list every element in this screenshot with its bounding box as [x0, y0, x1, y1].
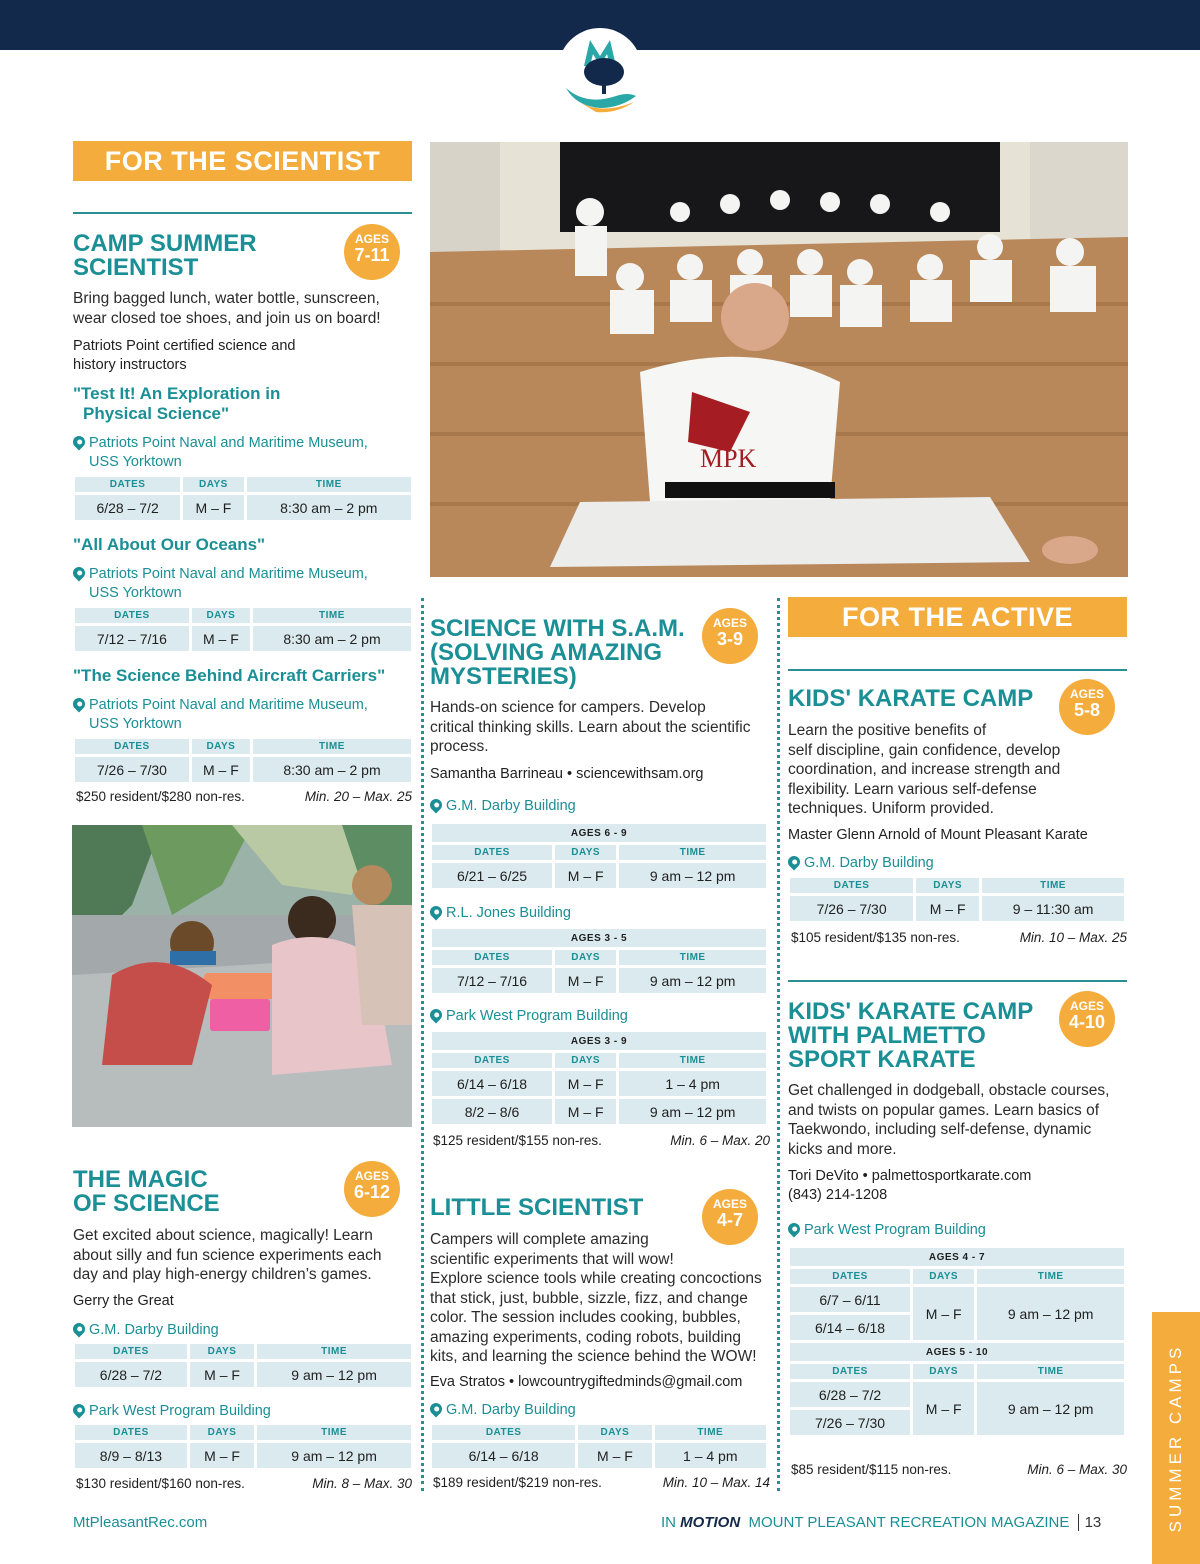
- schedule-table: DATES DAYS TIME 6/28 – 7/2 M – F 9 am – 12 pm: [72, 1341, 414, 1390]
- schedule-table: AGES 4 - 7 DATES DAYS TIME 6/7 – 6/11 M – F 9 am – 12 pm 6/14 – 6/18 AGES 5 - 10 DATES DAYS TIME 6/28 – 7/2 M – F 9 am – 12 pm 7/26 – 7/30: [787, 1245, 1127, 1438]
- kids-science-photo: [72, 825, 412, 1127]
- enrollment-limits: Min. 6 – Max. 20: [670, 1133, 770, 1148]
- price: $250 resident/$280 non-res.: [76, 789, 245, 804]
- sam-title: SCIENCE WITH S.A.M. (SOLVING AMAZING MYSTERIES): [430, 615, 685, 690]
- enrollment-limits: Min. 8 – Max. 30: [312, 1476, 412, 1491]
- location-pin-icon: [71, 1402, 88, 1419]
- banner-for-the-scientist: FOR THE SCIENTIST: [73, 141, 412, 181]
- enrollment-limits: Min. 20 – Max. 25: [304, 789, 412, 804]
- location-pin-icon: [71, 1321, 88, 1338]
- location: Park West Program Building: [788, 1221, 986, 1240]
- enrollment-limits: Min. 10 – Max. 14: [662, 1475, 770, 1490]
- session-title: "The Science Behind Aircraft Carriers": [73, 666, 386, 685]
- sam-description: Hands-on science for campers. Develop critical thinking skills. Learn about the scientific process.: [430, 699, 751, 755]
- ages-badge: AGES 7-11: [344, 224, 400, 280]
- schedule-table: AGES 6 - 9 DATES DAYS TIME 6/21 – 6/25 M – F 9 am – 12 pm: [429, 821, 769, 891]
- location-pin-icon: [428, 1007, 445, 1024]
- little-scientist-instructor: Eva Stratos • lowcountrygiftedminds@gmail.com: [430, 1374, 743, 1390]
- footer-website-link[interactable]: MtPleasantRec.com: [73, 1514, 208, 1531]
- magic-instructor: Gerry the Great: [73, 1293, 174, 1309]
- location-pin-icon: [786, 1221, 803, 1238]
- enrollment-limits: Min. 10 – Max. 25: [1019, 930, 1127, 945]
- palmetto-instructor: Tori DeVito • palmettosportkarate.com (843) 214-1208: [788, 1168, 1032, 1203]
- ages-badge: AGES 4-7: [702, 1189, 758, 1245]
- schedule-table: DATES DAYS TIME 7/26 – 7/30 M – F 9 – 11:30 am: [787, 875, 1127, 924]
- location-pin-icon: [71, 434, 88, 451]
- little-scientist-description: Campers will complete amazing scientific experiments that will wow! Explore science tools while creating concoctions that stick, just, bubble, sizzle, fizz, and change color. The session includes cooking, bubbles, amazing experiments, coding robots, building kits, and learning the science behind the WOW!: [430, 1231, 762, 1365]
- ages-badge: AGES 4-10: [1059, 991, 1115, 1047]
- price: $85 resident/$115 non-res.: [791, 1462, 952, 1477]
- camp-summer-title: CAMP SUMMER SCIENTIST: [73, 230, 257, 281]
- location: G.M. Darby Building: [430, 1401, 576, 1420]
- price: $125 resident/$155 non-res.: [433, 1133, 602, 1148]
- photo-gi-text: MPK: [700, 444, 757, 473]
- price: $189 resident/$219 non-res.: [433, 1475, 602, 1490]
- location: Patriots Point Naval and Maritime Museum, USS Yorktown: [73, 434, 368, 472]
- schedule-table: DATES DAYS TIME 8/9 – 8/13 M – F 9 am – 12 pm: [72, 1422, 414, 1471]
- session-title: "All About Our Oceans": [73, 535, 266, 554]
- ages-badge: AGES 6-12: [344, 1161, 400, 1217]
- column-divider: [421, 598, 424, 1491]
- schedule-table: DATES DAYS TIME 6/14 – 6/18 M – F 1 – 4 pm: [429, 1422, 769, 1471]
- location-pin-icon: [71, 696, 88, 713]
- location: G.M. Darby Building: [430, 797, 576, 816]
- schedule-table: DATES DAYS TIME 7/26 – 7/30 M – F 8:30 am – 2 pm: [72, 736, 414, 785]
- session-title: "Test It! An Exploration in Physical Science": [73, 384, 281, 423]
- footer-magazine: IN MOTION MOUNT PLEASANT RECREATION MAGAZINE 13: [661, 1514, 1102, 1531]
- price: $130 resident/$160 non-res.: [76, 1476, 245, 1491]
- palmetto-karate-title: KIDS' KARATE CAMP WITH PALMETTO SPORT KARATE: [788, 998, 1034, 1073]
- location: R.L. Jones Building: [430, 904, 571, 923]
- location: Park West Program Building: [430, 1007, 628, 1026]
- location: Park West Program Building: [73, 1402, 271, 1421]
- kids-karate-instructor: Master Glenn Arnold of Mount Pleasant Karate: [788, 827, 1088, 843]
- schedule-table: AGES 3 - 9 DATES DAYS TIME 6/14 – 6/18 M – F 1 – 4 pm 8/2 – 8/6 M – F 9 am – 12 pm: [429, 1029, 769, 1127]
- section-rule: [73, 212, 412, 214]
- camp-summer-description: Bring bagged lunch, water bottle, sunscreen, wear closed toe shoes, and join us on board!: [73, 290, 381, 327]
- location: Patriots Point Naval and Maritime Museum, USS Yorktown: [73, 696, 368, 734]
- schedule-table: AGES 3 - 5 DATES DAYS TIME 7/12 – 7/16 M – F 9 am – 12 pm: [429, 926, 769, 996]
- location-pin-icon: [428, 797, 445, 814]
- location: Patriots Point Naval and Maritime Museum, USS Yorktown: [73, 565, 368, 603]
- camp-summer-instructor: Patriots Point certified science and history instructors: [73, 338, 296, 373]
- section-rule: [788, 980, 1127, 982]
- column-divider: [777, 598, 780, 1491]
- kids-karate-description: Learn the positive benefits of self discipline, gain confidence, develop coordination, and increase strength and flexibility. Learn various self-defense techniques. Uniform provided.: [788, 722, 1061, 817]
- location-pin-icon: [428, 1401, 445, 1418]
- sam-instructor: Samantha Barrineau • sciencewithsam.org: [430, 766, 704, 782]
- price: $105 resident/$135 non-res.: [791, 930, 960, 945]
- palmetto-description: Get challenged in dodgeball, obstacle courses, and twists on popular games. Learn basics of Taekwondo, including self-defense, dynamic kicks and more.: [788, 1082, 1110, 1158]
- little-scientist-title: LITTLE SCIENTIST: [430, 1194, 644, 1221]
- banner-for-the-active: FOR THE ACTIVE: [788, 597, 1127, 637]
- logo-icon: [556, 26, 644, 114]
- schedule-table: DATES DAYS TIME 6/28 – 7/2 M – F 8:30 am – 2 pm: [72, 474, 414, 523]
- magic-science-title: THE MAGIC OF SCIENCE: [73, 1166, 220, 1217]
- page-number: 13: [1078, 1514, 1102, 1531]
- summer-camps-side-tab: SUMMER CAMPS: [1152, 1312, 1200, 1564]
- location: G.M. Darby Building: [788, 854, 934, 873]
- location-pin-icon: [428, 904, 445, 921]
- ages-badge: AGES 5-8: [1059, 679, 1115, 735]
- karate-class-photo: [430, 142, 1128, 577]
- kids-karate-title: KIDS' KARATE CAMP: [788, 685, 1034, 712]
- magic-description: Get excited about science, magically! Learn about silly and fun science experiments each day and play high-energy children’s games.: [73, 1227, 382, 1283]
- ages-badge: AGES 3-9: [702, 608, 758, 664]
- location: G.M. Darby Building: [73, 1321, 219, 1340]
- section-rule: [788, 669, 1127, 671]
- location-pin-icon: [71, 565, 88, 582]
- enrollment-limits: Min. 6 – Max. 30: [1027, 1462, 1127, 1477]
- location-pin-icon: [786, 854, 803, 871]
- schedule-table: DATES DAYS TIME 7/12 – 7/16 M – F 8:30 am – 2 pm: [72, 605, 414, 654]
